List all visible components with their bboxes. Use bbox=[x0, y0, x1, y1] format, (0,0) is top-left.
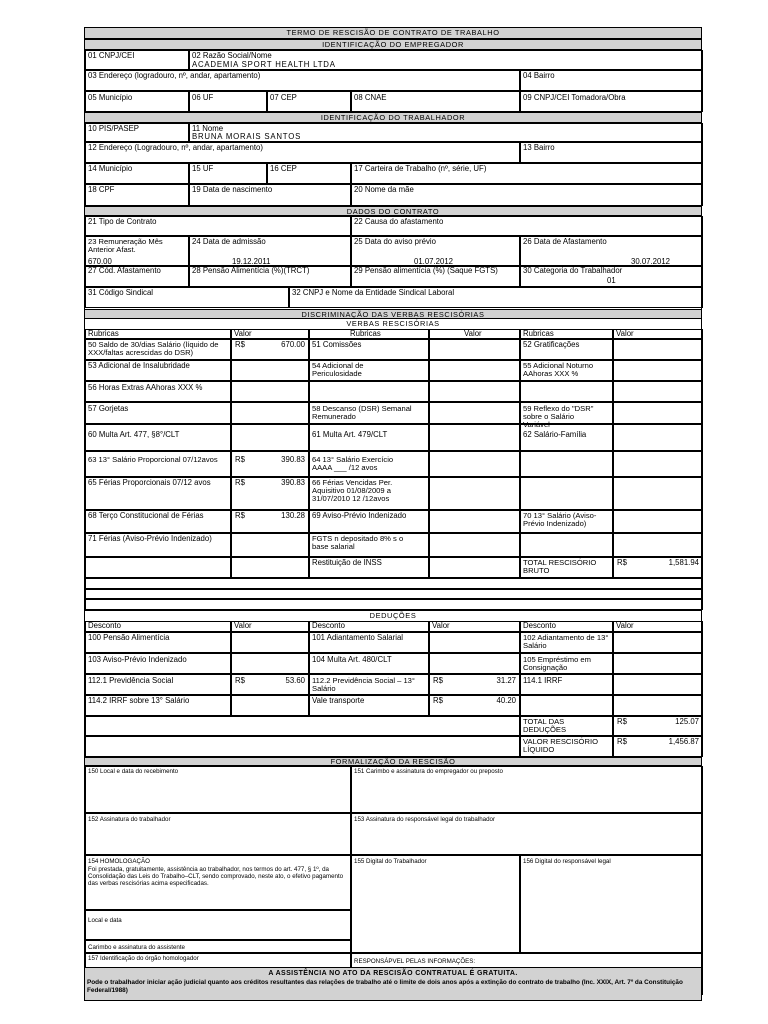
field-local-data-recebimento: 150 Local e data do recebimento bbox=[85, 766, 351, 813]
deducao-114-1-value bbox=[613, 674, 703, 695]
field-ctps: 17 Carteira de Trabalho (nº, série, UF) bbox=[351, 163, 703, 184]
field-nome-mae: 20 Nome da mãe bbox=[351, 184, 703, 206]
verba-empty-e bbox=[520, 533, 613, 557]
total-deducoes-value: R$ 125.07 bbox=[613, 716, 703, 736]
field-cep-empregador: 07 CEP bbox=[267, 91, 351, 112]
deducao-104-value bbox=[429, 653, 520, 674]
field-orgao-homologador: 157 Identificação do órgão homologador bbox=[85, 953, 351, 995]
field-homologacao: 154 HOMOLOGAÇÃO Foi prestada, gratuitamente, assistência ao trabalhador, nos termos do art. 477, § 1º, da Consolidação das Leis do Trabalho–CLT, sendo comprovado, neste ato, o efetivo pagamento das verbas rescisórias acima especificadas. bbox=[85, 855, 351, 910]
col-rubricas-1: Rubricas bbox=[85, 329, 231, 339]
col-desconto-2: Desconto bbox=[309, 621, 429, 632]
deducao-100-value bbox=[231, 632, 309, 653]
verba-inss-value bbox=[429, 557, 520, 578]
formalization-section-header: FORMALIZAÇÃO DA RESCISÃO bbox=[85, 757, 701, 766]
verba-70-value bbox=[613, 510, 703, 533]
deducao-103-value bbox=[231, 653, 309, 674]
verba-52: 52 Gratificações bbox=[520, 339, 613, 360]
field-categoria: 30 Categoria do Trabalhador 01 bbox=[520, 266, 703, 287]
verba-empty-e-value bbox=[613, 533, 703, 557]
verba-50-value: R$ 670.00 bbox=[231, 339, 309, 360]
deducao-114-2: 114.2 IRRF sobre 13° Salário bbox=[85, 695, 231, 716]
total-bruto-value: R$ 1,581.94 bbox=[613, 557, 703, 578]
verbas-section-header: VERBAS RESCISÓRIAS bbox=[85, 319, 701, 329]
spacer-row-1 bbox=[85, 578, 703, 589]
verba-57: 57 Gorjetas bbox=[85, 402, 231, 424]
verba-65: 65 Férias Proporcionais 07/12 avos bbox=[85, 477, 231, 510]
field-pis: 10 PIS/PASEP bbox=[85, 123, 189, 142]
total-deducoes-label: TOTAL DAS DEDUÇÕES bbox=[520, 716, 613, 736]
deducao-102: 102 Adiantamento de 13° Salário bbox=[520, 632, 613, 653]
termination-form bbox=[84, 27, 702, 1001]
deducao-100: 100 Pensão Alimentícia bbox=[85, 632, 231, 653]
field-tomadora: 09 CNPJ/CEI Tomadora/Obra bbox=[520, 91, 703, 112]
verba-69-value bbox=[429, 510, 520, 533]
verba-64: 64 13° Salário Exercício AAAA ___ /12 avos bbox=[309, 451, 429, 477]
field-endereco-empregador: 03 Endereço (logradouro, nº, andar, apartamento) bbox=[85, 70, 520, 91]
field-digital-responsavel: 156 Digital do responsável legal bbox=[520, 855, 703, 953]
verba-51-value bbox=[429, 339, 520, 360]
verba-59-value bbox=[613, 402, 703, 424]
verba-71: 71 Férias (Aviso-Prévio Indenizado) bbox=[85, 533, 231, 557]
deducao-114-1: 114.1 IRRF bbox=[520, 674, 613, 695]
field-admissao: 24 Data de admissão 19.12.2011 bbox=[189, 236, 351, 266]
verba-53-value bbox=[231, 360, 309, 381]
deducao-102-value bbox=[613, 632, 703, 653]
employer-name: ACADEMIA SPORT HEALTH LTDA bbox=[192, 60, 336, 69]
col-rubricas-3: Rubricas bbox=[520, 329, 613, 339]
col-valor-d1: Valor bbox=[231, 621, 309, 632]
verba-55-value bbox=[613, 360, 703, 381]
worker-section-header: IDENTIFICAÇÃO DO TRABALHADOR bbox=[85, 112, 701, 123]
verba-52-value bbox=[613, 339, 703, 360]
field-razao-social: 02 Razão Social/Nome ACADEMIA SPORT HEALTH LTDA bbox=[189, 50, 703, 70]
deducao-empty-b bbox=[85, 716, 520, 736]
verba-empty-d-value bbox=[613, 477, 703, 510]
verba-60: 60 Multa Art. 477, §8°/CLT bbox=[85, 424, 231, 451]
field-digital-trabalhador: 155 Digital do Trabalhador bbox=[351, 855, 520, 953]
form-title: TERMO DE RESCISÃO DE CONTRATO DE TRABALHO bbox=[85, 28, 701, 39]
verba-53: 53 Adicional de Insalubridade bbox=[85, 360, 231, 381]
verba-56: 56 Horas Extras AAhoras XXX % bbox=[85, 381, 231, 402]
field-municipio-empregador: 05 Município bbox=[85, 91, 189, 112]
deducao-105: 105 Empréstimo em Consignação bbox=[520, 653, 613, 674]
field-entidade-sindical: 32 CNPJ e Nome da Entidade Sindical Laboral bbox=[289, 287, 703, 308]
field-uf-trabalhador: 15 UF bbox=[189, 163, 267, 184]
verba-68: 68 Terço Constitucional de Férias bbox=[85, 510, 231, 533]
breakdown-section-header: DISCRIMINAÇÃO DAS VERBAS RESCISÓRIAS bbox=[85, 309, 701, 319]
deducao-114-2-value bbox=[231, 695, 309, 716]
deducao-103: 103 Aviso-Prévio Indenizado bbox=[85, 653, 231, 674]
verba-62-value bbox=[613, 424, 703, 451]
col-valor-3: Valor bbox=[613, 329, 703, 339]
verba-50: 50 Saldo de 30/dias Salário (líquido de XXX/faltas acrescidas do DSR) bbox=[85, 339, 231, 360]
verba-58: 58 Descanso (DSR) Semanal Remunerado bbox=[309, 402, 429, 424]
deducao-104: 104 Multa Art. 480/CLT bbox=[309, 653, 429, 674]
field-pensao-trct: 28 Pensão Alimentícia (%)(TRCT) bbox=[189, 266, 351, 287]
field-aviso-previo: 25 Data do aviso prévio 01.07.2012 bbox=[351, 236, 520, 266]
verba-62: 62 Salário-Família bbox=[520, 424, 613, 451]
field-cpf: 18 CPF bbox=[85, 184, 189, 206]
field-carimbo-assistente: Carimbo e assinatura do assistente bbox=[85, 940, 351, 953]
field-afastamento: 26 Data de Afastamento 30.07.2012 bbox=[520, 236, 703, 266]
deducao-112-1: 112.1 Previdência Social bbox=[85, 674, 231, 695]
verba-61: 61 Multa Art. 479/CLT bbox=[309, 424, 429, 451]
col-desconto-3: Desconto bbox=[520, 621, 613, 632]
verba-empty-a-value bbox=[429, 381, 520, 402]
deducao-empty-a bbox=[520, 695, 613, 716]
footer-title: A ASSISTÊNCIA NO ATO DA RESCISÃO CONTRATUAL É GRATUITA. bbox=[268, 970, 518, 977]
deducao-empty-a-value bbox=[613, 695, 703, 716]
field-tipo-contrato: 21 Tipo de Contrato bbox=[85, 216, 351, 236]
field-local-data: Local e data bbox=[85, 910, 351, 940]
verba-fgts-value bbox=[429, 533, 520, 557]
verba-fgts: FGTS n depositado 8% s o base salarial bbox=[309, 533, 429, 557]
field-cep-trabalhador: 16 CEP bbox=[267, 163, 351, 184]
col-valor-d3: Valor bbox=[613, 621, 703, 632]
total-bruto-label: TOTAL RESCISÓRIO BRUTO bbox=[520, 557, 613, 578]
verba-64-value bbox=[429, 451, 520, 477]
verba-61-value bbox=[429, 424, 520, 451]
deducao-112-2-value: R$ 31.27 bbox=[429, 674, 520, 695]
col-rubricas-2: Rubricas bbox=[309, 329, 429, 339]
verba-empty-f-value bbox=[231, 557, 309, 578]
verba-51: 51 Comissões bbox=[309, 339, 429, 360]
deducao-112-2: 112.2 Previdência Social – 13° Salário bbox=[309, 674, 429, 695]
valor-liquido-label: VALOR RESCISÓRIO LÍQUIDO bbox=[520, 736, 613, 757]
deducao-105-value bbox=[613, 653, 703, 674]
field-bairro-empregador: 04 Bairro bbox=[520, 70, 703, 91]
verba-70: 70 13° Salário (Aviso-Prévio Indenizado) bbox=[520, 510, 613, 533]
field-carimbo-empregador: 151 Carimbo e assinatura do empregador ou preposto bbox=[351, 766, 703, 813]
field-municipio-trabalhador: 14 Município bbox=[85, 163, 189, 184]
verba-59: 59 Reflexo do "DSR" sobre o Salário Variável bbox=[520, 402, 613, 424]
verba-58-value bbox=[429, 402, 520, 424]
verba-inss: Restituição de INSS bbox=[309, 557, 429, 578]
verba-54-value bbox=[429, 360, 520, 381]
deducao-empty-c bbox=[85, 736, 520, 757]
deducao-vale-transporte: Vale transporte bbox=[309, 695, 429, 716]
footer-text: Pode o trabalhador iniciar ação judicial quanto aos créditos resultantes das relações de trabalho até o limite de dois anos após a extinção do contrato de trabalho (Inc. XXIX, Art. 7º da Constituição Federal/1988) bbox=[87, 979, 683, 994]
field-pensao-fgts: 29 Pensão alimentícia (%) (Saque FGTS) bbox=[351, 266, 520, 287]
verba-60-value bbox=[231, 424, 309, 451]
col-valor-d2: Valor bbox=[429, 621, 520, 632]
field-cnae: 08 CNAE bbox=[351, 91, 520, 112]
field-bairro-trabalhador: 13 Bairro bbox=[520, 142, 703, 163]
field-responsavel-informacoes: RESPONSÁPVEL PELAS INFORMAÇÕES: bbox=[351, 953, 703, 995]
verba-63-value: R$ 390.83 bbox=[231, 451, 309, 477]
field-assinatura-trabalhador: 152 Assinatura do trabalhador bbox=[85, 813, 351, 855]
spacer-row-2 bbox=[85, 589, 703, 599]
field-endereco-trabalhador: 12 Endereço (Logradouro, nº, andar, apartamento) bbox=[85, 142, 520, 163]
employer-section-header: IDENTIFICAÇÃO DO EMPREGADOR bbox=[85, 39, 701, 50]
deducao-vale-transporte-value: R$ 40.20 bbox=[429, 695, 520, 716]
valor-liquido-value: R$ 1,456.87 bbox=[613, 736, 703, 757]
verba-68-value: R$ 130.28 bbox=[231, 510, 309, 533]
field-causa-afastamento: 22 Causa do afastamento bbox=[351, 216, 703, 236]
verba-empty-d bbox=[520, 477, 613, 510]
field-nome-trabalhador: 11 Nome BRUNA MORAIS SANTOS bbox=[189, 123, 703, 142]
worker-name: BRUNA MORAIS SANTOS bbox=[192, 132, 302, 141]
deducao-101-value bbox=[429, 632, 520, 653]
footer bbox=[84, 967, 702, 1001]
verba-66-value bbox=[429, 477, 520, 510]
verba-65-value: R$ 390.83 bbox=[231, 477, 309, 510]
verba-57-value bbox=[231, 402, 309, 424]
col-valor-1: Valor bbox=[231, 329, 309, 339]
spacer-row-3 bbox=[85, 599, 703, 610]
verba-63: 63 13° Salário Proporcional 07/12avos bbox=[85, 451, 231, 477]
field-cnpj: 01 CNPJ/CEI bbox=[85, 50, 189, 70]
deducao-101: 101 Adiantamento Salarial bbox=[309, 632, 429, 653]
verba-56-value bbox=[231, 381, 309, 402]
field-assinatura-responsavel: 153 Assinatura do responsável legal do trabalhador bbox=[351, 813, 703, 855]
verba-empty-b bbox=[520, 381, 613, 402]
verba-empty-f bbox=[85, 557, 231, 578]
contract-section-header: DADOS DO CONTRATO bbox=[85, 206, 701, 216]
field-uf-empregador: 06 UF bbox=[189, 91, 267, 112]
col-valor-2: Valor bbox=[429, 329, 520, 339]
verba-66: 66 Férias Vencidas Per. Aquisitivo 01/08/2009 a 31/07/2010 12 /12avos bbox=[309, 477, 429, 510]
verba-55: 55 Adicional Noturno AAhoras XXX % bbox=[520, 360, 613, 381]
verba-empty-c bbox=[520, 451, 613, 477]
deductions-section-header: DEDUÇÕES bbox=[85, 610, 701, 620]
verba-empty-b-value bbox=[613, 381, 703, 402]
field-codigo-sindical: 31 Código Sindical bbox=[85, 287, 289, 308]
deducao-112-1-value: R$ 53.60 bbox=[231, 674, 309, 695]
verba-empty-c-value bbox=[613, 451, 703, 477]
verba-71-value bbox=[231, 533, 309, 557]
field-nascimento: 19 Data de nascimento bbox=[189, 184, 351, 206]
field-cod-afastamento: 27 Cód. Afastamento bbox=[85, 266, 189, 287]
verba-69: 69 Aviso-Prévio Indenizado bbox=[309, 510, 429, 533]
field-remuneracao: 23 Remuneração Mês Anterior Afast. 670.00 bbox=[85, 236, 189, 266]
col-desconto-1: Desconto bbox=[85, 621, 231, 632]
verba-54: 54 Adicional de Periculosidade bbox=[309, 360, 429, 381]
verba-empty-a bbox=[309, 381, 429, 402]
